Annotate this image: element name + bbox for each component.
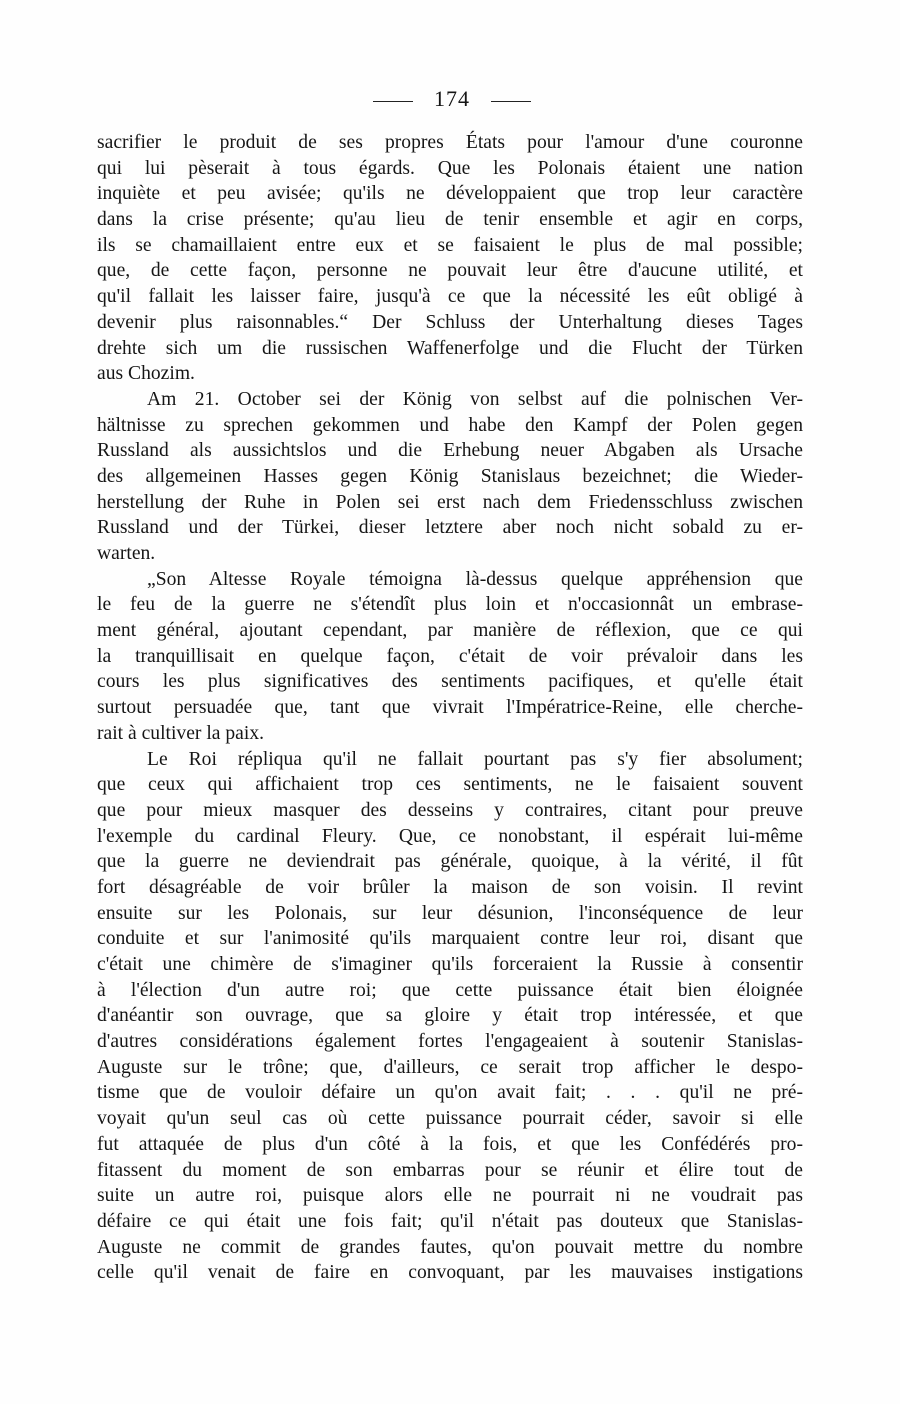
page-number: 174 [434, 86, 470, 111]
text-line: warten. [97, 543, 156, 564]
text-line: celle qu'il venait de faire en convoquant, par les mauvaises instigations [97, 1262, 803, 1284]
text-line: conduite et sur l'animosité qu'ils marquaient contre leur roi, disant que [97, 928, 803, 950]
text-line: qu'il fallait les laisser faire, jusqu'à ce que la nécessité les eût obligé à [97, 286, 803, 308]
header-rule-left [373, 101, 413, 102]
text-line: que, de cette façon, personne ne pouvait leur être d'aucune utilité, et [97, 260, 803, 282]
text-line: des allgemeinen Hasses gegen König Stanislaus bezeichnet; die Wieder- [97, 465, 803, 487]
text-line: d'anéantir son ouvrage, que sa gloire y était trop intéressée, et que [97, 1005, 803, 1027]
text-line: „Son Altesse Royale témoigna là-dessus quelque appréhension que [147, 568, 803, 590]
text-line: le feu de la guerre ne s'étendît plus loin et n'occasionnât un embrase- [97, 594, 803, 616]
text-line: hältnisse zu sprechen gekommen und habe den Kampf der Polen gegen [97, 414, 803, 436]
text-line: que pour mieux masquer des desseins y contraires, citant pour preuve [97, 799, 803, 821]
text-line: devenir plus raisonnables.“ Der Schluss der Unterhaltung dieses Tages [97, 311, 803, 333]
text-line: ensuite sur les Polonais, sur leur désunion, l'inconséquence de leur [97, 902, 803, 924]
text-line: ment général, ajoutant cependant, par manière de réflexion, que ce qui [97, 620, 803, 642]
text-line: dans la crise présente; qu'au lieu de tenir ensemble et agir en corps, [97, 209, 803, 231]
text-line: fort désagréable de voir brûler la maison de son voisin. Il revint [97, 876, 803, 898]
text-line: que la guerre ne deviendrait pas générale, quoique, à la vérité, il fût [97, 851, 803, 873]
text-line: à l'élection d'un autre roi; que cette puissance était bien éloignée [97, 979, 803, 1001]
text-line: Am 21. October sei der König von selbst auf die polnischen Ver- [147, 388, 803, 410]
text-line: suite un autre roi, puisque alors elle ne pourrait ni ne voudrait pas [97, 1185, 803, 1207]
text-line: qui lui pèserait à tous égards. Que les Polonais étaient une nation [97, 157, 803, 179]
text-line: fut attaquée de plus d'un côté à la fois, et que les Confédérés pro- [97, 1133, 803, 1155]
text-line: que ceux qui affichaient trop ces sentiments, ne le faisaient souvent [97, 774, 803, 796]
text-line: Auguste sur le trône; que, d'ailleurs, ce serait trop afficher le despo- [97, 1056, 803, 1078]
text-line: Russland als aussichtslos und die Erhebung neuer Abgaben als Ursache [97, 440, 803, 462]
text-line: cours les plus significatives des sentiments pacifiques, et qu'elle était [97, 671, 803, 693]
text-line: rait à cultiver la paix. [97, 722, 265, 744]
text-line: c'était une chimère de s'imaginer qu'ils forceraient la Russie à consentir [97, 954, 803, 975]
header-rule-right [491, 101, 531, 102]
text-line: défaire ce qui était une fois fait; qu'il n'était pas douteux que Stanislas- [97, 1210, 803, 1232]
text-line: inquiète et peu avisée; qu'ils ne développaient que trop leur caractère [97, 183, 803, 205]
text-line: fitassent du moment de son embarras pour se réunir et élire tout de [97, 1159, 803, 1181]
page-header [0, 84, 900, 118]
text-line: sacrifier le produit de ses propres États pour l'amour d'une couronne [97, 132, 803, 153]
text-line: d'autres considérations également fortes l'engageaient à soutenir Stanislas- [97, 1031, 803, 1053]
text-line: herstellung der Ruhe in Polen sei erst nach dem Friedensschluss zwischen [97, 491, 803, 513]
text-line: aus Chozim. [97, 363, 195, 385]
text-line: drehte sich um die russischen Waffenerfolge und die Flucht der Türken [97, 337, 803, 359]
body-text [97, 130, 803, 1286]
text-line: Le Roi répliqua qu'il ne fallait pourtant pas s'y fier absolument; [147, 748, 803, 770]
text-line: Auguste ne commit de grandes fautes, qu'on pouvait mettre du nombre [97, 1236, 803, 1258]
text-line: tisme que de vouloir défaire un qu'on avait fait; . . . qu'il ne pré- [97, 1082, 803, 1104]
text-line: Russland und der Türkei, dieser letztere aber noch nicht sobald zu er- [97, 517, 803, 539]
text-line: ils se chamaillaient entre eux et se faisaient le plus de mal possible; [97, 234, 803, 256]
text-line: surtout persuadée que, tant que vivrait l'Impératrice-Reine, elle cherche- [97, 697, 803, 719]
text-line: l'exemple du cardinal Fleury. Que, ce nonobstant, il espérait lui-même [97, 825, 803, 847]
text-line: voyait qu'un seul cas où cette puissance pourrait céder, savoir si elle [97, 1108, 803, 1130]
text-line: la tranquillisait en quelque façon, c'était de voir prévaloir dans les [97, 645, 803, 667]
